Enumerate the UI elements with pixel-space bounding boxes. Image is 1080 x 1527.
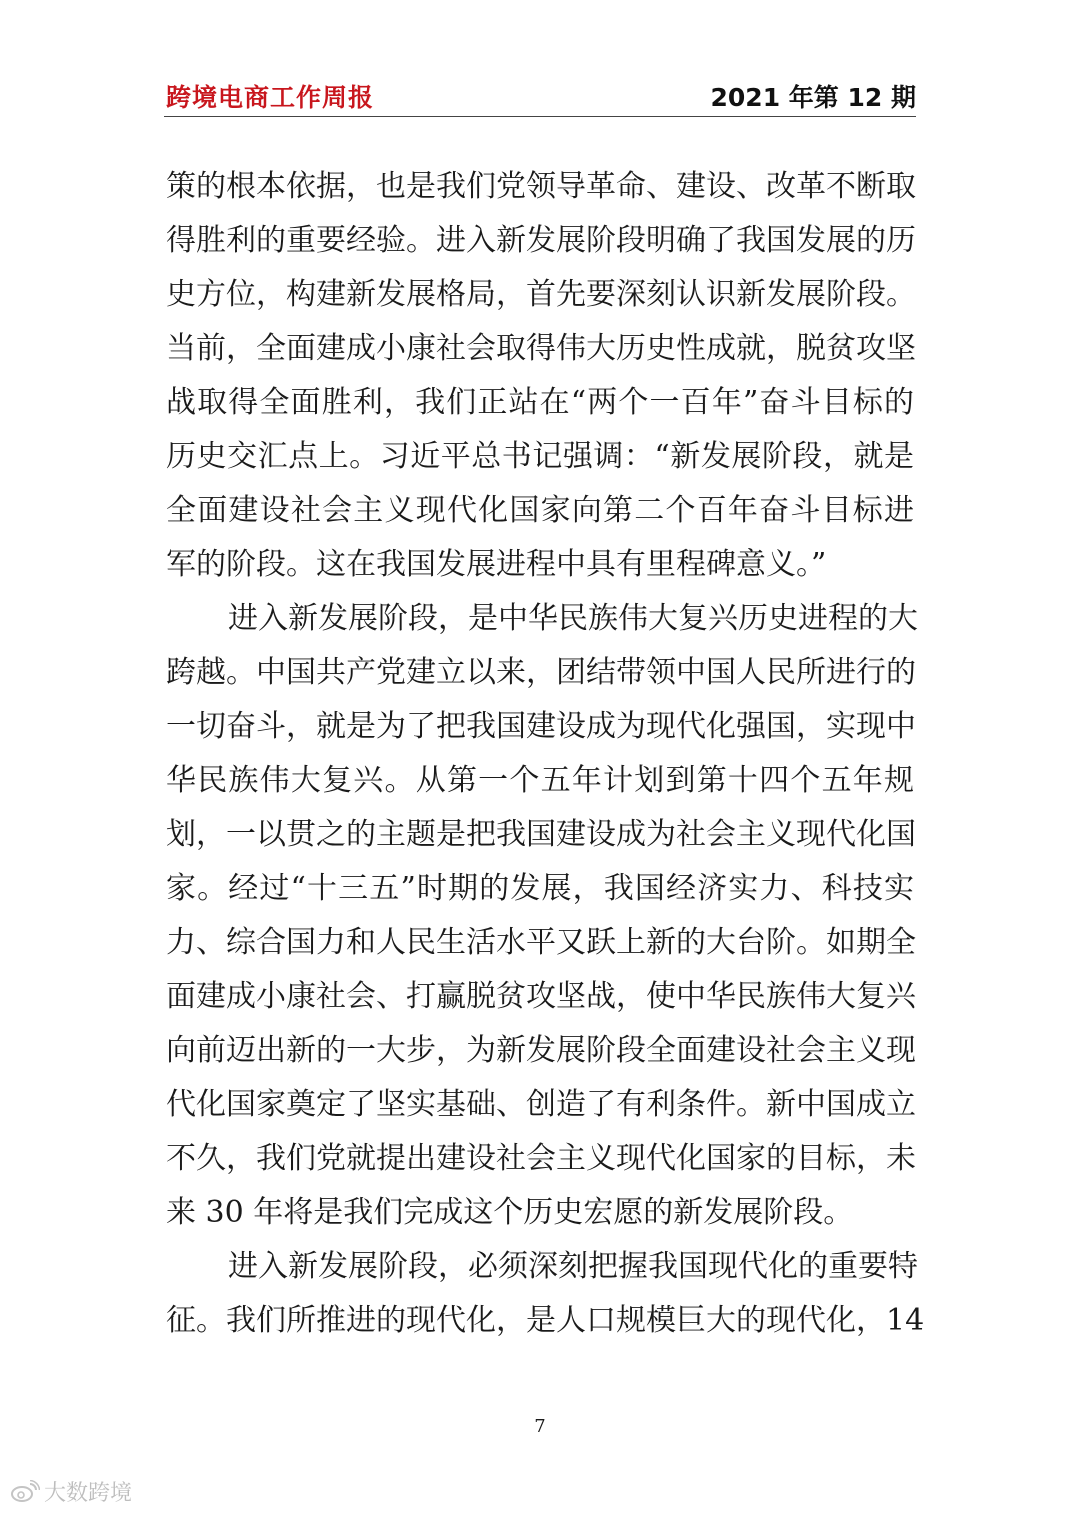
publication-title: 跨境电商工作周报 (166, 83, 375, 112)
header-divider (164, 116, 916, 117)
text-line: 征。我们所推进的现代化，是人口规模巨大的现代化，14 (166, 1303, 925, 1338)
text-line: 划，一以贯之的主题是把我国建设成为社会主义现代化国 (166, 817, 916, 852)
text-line: 历史交汇点上。习近平总书记强调：“新发展阶段，就是 (166, 439, 914, 474)
watermark-text: 大数跨境 (44, 1481, 133, 1506)
paragraph-start-line: 进入新发展阶段，是中华民族伟大复兴历史进程的大 (228, 601, 918, 636)
text-line: 军的阶段。这在我国发展进程中具有里程碑意义。” (166, 547, 827, 582)
text-line: 得胜利的重要经验。进入新发展阶段明确了我国发展的历 (166, 223, 916, 258)
weibo-logo-icon (10, 1480, 40, 1504)
watermark (10, 1476, 132, 1507)
text-line: 策的根本依据，也是我们党领导革命、建设、改革不断取 (166, 169, 916, 204)
paragraph-start-line: 进入新发展阶段，必须深刻把握我国现代化的重要特 (228, 1249, 918, 1284)
page-number: 7 (534, 1416, 546, 1437)
text-line: 家。经过“十三五”时期的发展，我国经济实力、科技实 (166, 871, 914, 906)
text-line: 跨越。中国共产党建立以来，团结带领中国人民所进行的 (166, 655, 916, 690)
text-line: 力、综合国力和人民生活水平又跃上新的大台阶。如期全 (166, 925, 916, 960)
text-line: 来 30 年将是我们完成这个历史宏愿的新发展阶段。 (166, 1195, 854, 1230)
article-body (166, 160, 925, 1348)
text-line: 不久，我们党就提出建设社会主义现代化国家的目标，未 (166, 1141, 916, 1176)
text-line: 史方位，构建新发展格局，首先要深刻认识新发展阶段。 (166, 277, 916, 312)
text-line: 向前迈出新的一大步，为新发展阶段全面建设社会主义现 (166, 1033, 916, 1068)
text-line: 全面建设社会主义现代化国家向第二个百年奋斗目标进 (166, 493, 914, 528)
text-line: 面建成小康社会、打赢脱贫攻坚战，使中华民族伟大复兴 (166, 979, 916, 1014)
page-header (166, 76, 916, 116)
text-line: 战取得全面胜利，我们正站在“两个一百年”奋斗目标的 (166, 385, 914, 420)
text-line: 一切奋斗，就是为了把我国建设成为现代化强国，实现中 (166, 709, 916, 744)
text-line: 当前，全面建成小康社会取得伟大历史性成就，脱贫攻坚 (166, 331, 916, 366)
text-line: 华民族伟大复兴。从第一个五年计划到第十四个五年规 (166, 763, 914, 798)
text-line: 代化国家奠定了坚实基础、创造了有利条件。新中国成立 (166, 1087, 916, 1122)
issue-number: 2021 年第 12 期 (710, 83, 916, 112)
